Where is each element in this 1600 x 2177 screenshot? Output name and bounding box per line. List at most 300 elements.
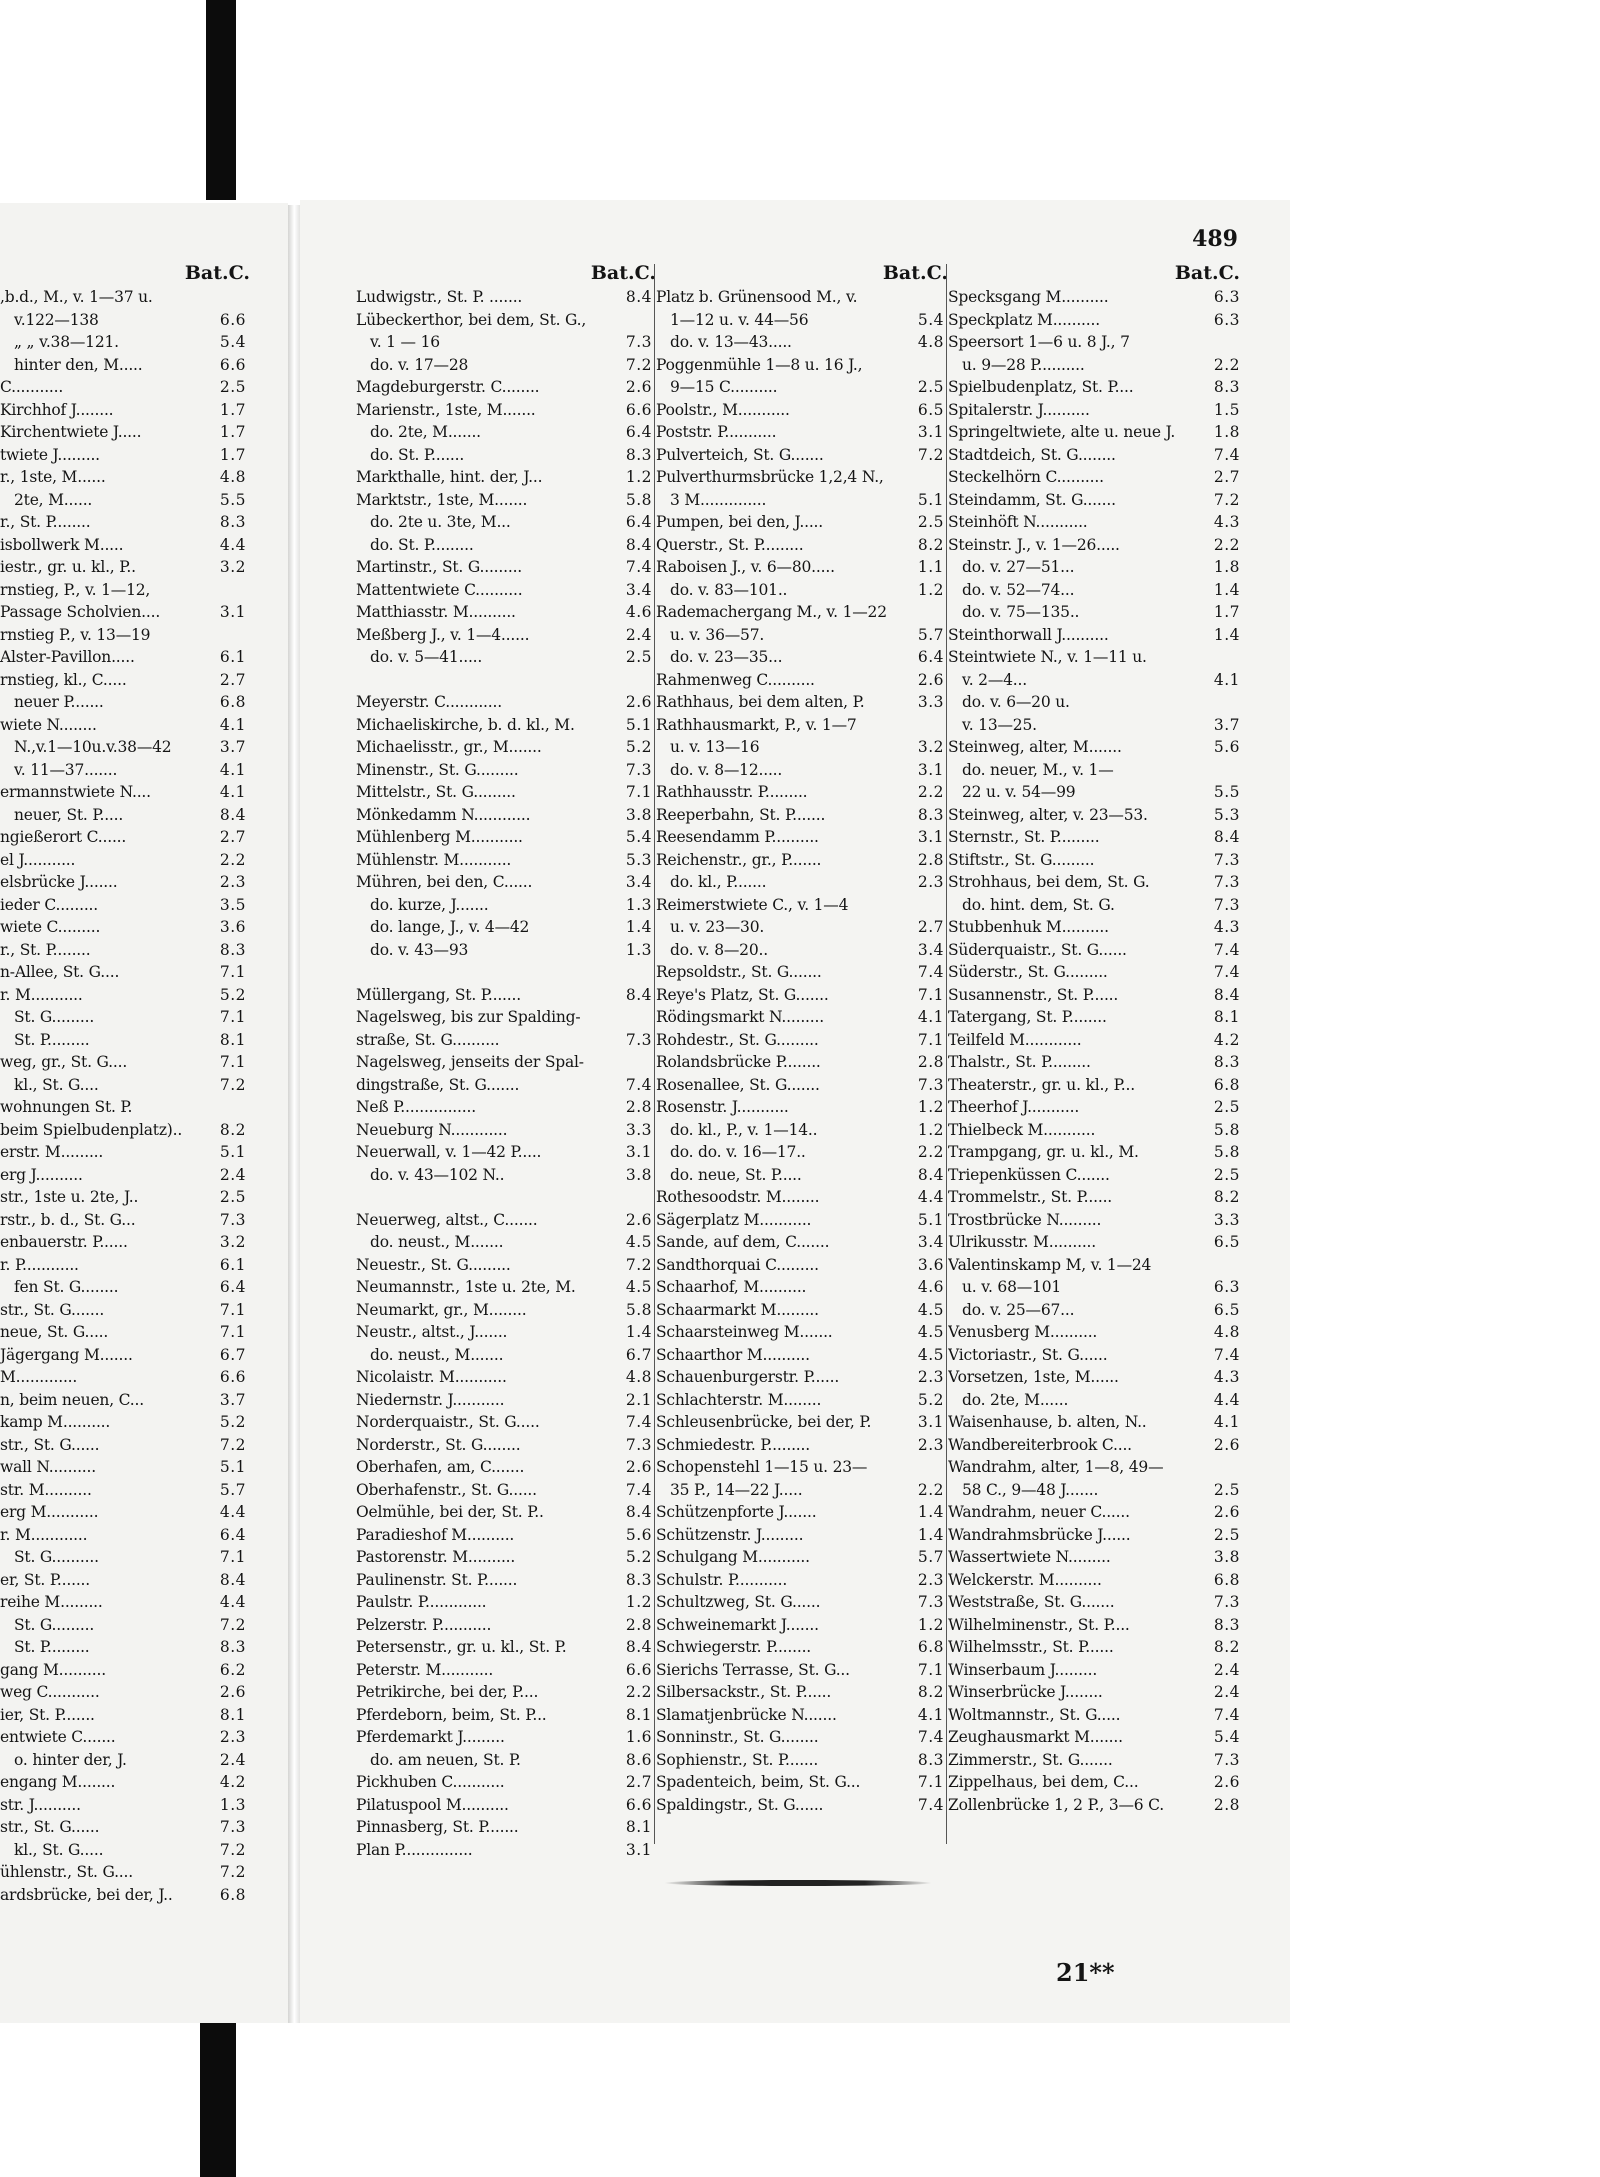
street-name: do. kl., P....... [670, 873, 767, 891]
battalion-value: 6.6 [625, 1660, 652, 1679]
street-entry [0, 691, 246, 714]
street-name: Rolandsbrücke P........ [656, 1053, 821, 1071]
street-entry [0, 1434, 246, 1457]
street-entry [656, 1681, 944, 1704]
street-entry [0, 331, 246, 354]
street-entry [356, 1771, 652, 1794]
battalion-value: 6.4 [917, 648, 944, 666]
street-name: Schmiedestr. P......... [656, 1435, 810, 1454]
street-entry [356, 376, 652, 399]
street-name: Reimerstwiete C., v. 1—4 [656, 895, 849, 914]
street-entry [356, 1794, 652, 1817]
battalion-value: 2.6 [625, 1458, 652, 1476]
street-entry [356, 444, 652, 467]
battalion-value: 7.4 [1213, 1705, 1240, 1724]
street-entry [656, 1321, 944, 1344]
street-name: Schaarmarkt M......... [656, 1300, 819, 1319]
battalion-value: 8.1 [1213, 1008, 1240, 1026]
street-entry [0, 1074, 246, 1097]
street-entry [948, 309, 1240, 332]
street-entry [948, 1344, 1240, 1367]
street-entry [0, 1141, 246, 1164]
battalion-value: 7.4 [917, 1728, 944, 1746]
street-entry [0, 1209, 246, 1232]
street-name: Poggenmühle 1—8 u. 16 J., [656, 355, 863, 374]
street-name: kl., St. G.... [14, 1075, 99, 1094]
street-entry [356, 489, 652, 512]
street-entry [0, 489, 246, 512]
battalion-value: 4.1 [1213, 670, 1240, 689]
street-entry [948, 1051, 1240, 1074]
street-name: do. v. 5—41..... [370, 648, 483, 666]
street-name: beim Spielbudenplatz).. [0, 1120, 183, 1139]
battalion-value: 3.4 [917, 1233, 944, 1251]
street-entry [0, 1344, 246, 1367]
battalion-value: 7.3 [625, 333, 652, 351]
street-entry [656, 1186, 944, 1209]
battalion-value: 5.6 [625, 1525, 652, 1544]
street-entry [0, 1749, 246, 1772]
battalion-value: 1.1 [917, 558, 944, 576]
battalion-value: 2.5 [219, 1188, 246, 1206]
street-name: Peterstr. M........... [356, 1660, 494, 1679]
battalion-value: 5.1 [917, 1210, 944, 1229]
street-name: Meßberg J., v. 1—4...... [356, 625, 530, 644]
street-name: el J........... [0, 850, 76, 869]
battalion-value: 1.3 [219, 1795, 246, 1814]
battalion-value: 3.8 [625, 1165, 652, 1184]
battalion-value: 3.7 [219, 738, 246, 756]
battalion-value: 4.1 [219, 783, 246, 801]
street-name: Schaarthor M.......... [656, 1345, 810, 1364]
street-entry [0, 1569, 246, 1592]
street-name: Michaelisstr., gr., M....... [356, 738, 542, 756]
street-name: r. M........... [0, 985, 83, 1004]
battalion-value: 1.2 [625, 468, 652, 486]
battalion-value: 5.1 [625, 715, 652, 734]
street-name: N.,v.1—10u.v.38—42 [14, 738, 172, 756]
street-name: do. v. 6—20 u. [962, 693, 1070, 711]
battalion-value: 3.3 [625, 1120, 652, 1139]
street-name: Steinweg, alter, v. 23—53. [948, 805, 1148, 824]
street-entry [356, 1299, 652, 1322]
street-name: str., St. G....... [0, 1300, 105, 1319]
battalion-value: 5.3 [1213, 805, 1240, 824]
left-page-column [0, 286, 246, 1904]
street-entry [948, 624, 1240, 647]
street-name: Theerhof J........... [948, 1098, 1080, 1116]
street-entry [948, 1366, 1240, 1389]
street-entry [0, 376, 246, 399]
street-entry [948, 1569, 1240, 1592]
battalion-value: 4.5 [917, 1300, 944, 1319]
street-name: Poststr. P........... [656, 423, 777, 441]
street-entry [0, 1524, 246, 1547]
street-name: Ludwigstr., St. P. ....... [356, 288, 523, 306]
street-name: u. v. 13—16 [670, 738, 760, 756]
street-entry [356, 1344, 652, 1367]
battalion-value: 7.4 [625, 558, 652, 576]
battalion-value: 2.6 [1213, 1435, 1240, 1454]
street-name: weg, gr., St. G.... [0, 1053, 128, 1071]
battalion-value: 1.4 [625, 918, 652, 936]
battalion-value: 7.2 [625, 1255, 652, 1274]
street-name: u. v. 23—30. [670, 918, 765, 936]
street-name: Susannenstr., St. P...... [948, 985, 1119, 1004]
street-name: Rahmenweg C.......... [656, 670, 815, 689]
street-name: Nicolaistr. M........... [356, 1368, 507, 1386]
street-name: Wilhelmsstr., St. P...... [948, 1638, 1114, 1656]
battalion-value: 2.5 [917, 378, 944, 396]
battalion-value: 2.5 [1213, 1098, 1240, 1116]
street-name: dingstraße, St. G....... [356, 1075, 520, 1094]
street-name: kl., St. G..... [14, 1840, 104, 1859]
battalion-value: 1.2 [917, 580, 944, 599]
street-name: Rosenallee, St. G....... [656, 1075, 820, 1094]
street-name: Strohhaus, bei dem, St. G. [948, 873, 1150, 891]
street-name: Steinhöft N........... [948, 513, 1088, 531]
battalion-value: 8.2 [1213, 1638, 1240, 1656]
street-entry [356, 894, 652, 917]
battalion-value: 8.1 [219, 1705, 246, 1724]
street-entry [656, 1546, 944, 1569]
street-name: Mühlenberg M........... [356, 828, 523, 846]
street-name: v. 2—4... [962, 670, 1027, 689]
column-header-2: Bat.C. [882, 262, 948, 284]
battalion-value: 4.4 [219, 535, 246, 554]
street-entry [0, 714, 246, 737]
battalion-value: 7.4 [625, 1413, 652, 1431]
street-name: rnstieg, P., v. 1—12, [0, 580, 151, 599]
street-name: do. St. P....... [370, 445, 465, 464]
street-entry [0, 1029, 246, 1052]
street-name: St. P......... [14, 1638, 90, 1656]
battalion-value: 4.3 [1213, 513, 1240, 531]
street-entry [656, 511, 944, 534]
street-name: Welckerstr. M.......... [948, 1570, 1102, 1589]
street-name: Paulstr. P............. [356, 1593, 487, 1611]
street-name: Wilhelminenstr., St. P.... [948, 1615, 1130, 1634]
battalion-value: 7.1 [219, 1008, 246, 1026]
battalion-value: 6.8 [1213, 1570, 1240, 1589]
battalion-value: 2.6 [625, 378, 652, 396]
street-name: Victoriastr., St. G...... [948, 1345, 1108, 1364]
street-name: Michaeliskirche, b. d. kl., M. [356, 715, 575, 734]
street-entry [0, 579, 246, 602]
street-name: Stiftstr., St. G......... [948, 850, 1095, 869]
street-name: Kirchhof J........ [0, 400, 114, 419]
street-entry [948, 1006, 1240, 1029]
street-name: Lübeckerthor, bei dem, St. G., [356, 310, 587, 329]
battalion-value: 2.6 [219, 1683, 246, 1701]
street-name: Magdeburgerstr. C........ [356, 378, 540, 396]
battalion-value: 6.6 [625, 1795, 652, 1814]
battalion-value: 6.5 [1213, 1233, 1240, 1251]
street-entry [0, 1501, 246, 1524]
street-entry [356, 1096, 652, 1119]
street-entry [656, 759, 944, 782]
battalion-value: 5.2 [625, 738, 652, 756]
street-name: Sternstr., St. P......... [948, 828, 1100, 846]
street-name: Zeughausmarkt M....... [948, 1728, 1123, 1746]
battalion-value: 3.1 [917, 760, 944, 779]
street-entry [948, 1726, 1240, 1749]
street-entry [0, 646, 246, 669]
street-entry [948, 1704, 1240, 1727]
street-name: do. am neuen, St. P. [370, 1750, 521, 1769]
street-entry [0, 1794, 246, 1817]
battalion-value: 7.3 [1213, 1593, 1240, 1611]
street-entry [0, 421, 246, 444]
battalion-value: 5.1 [219, 1458, 246, 1476]
street-entry [356, 1366, 652, 1389]
street-entry [948, 1096, 1240, 1119]
battalion-value: 2.3 [219, 1728, 246, 1746]
street-name: Thalstr., St. P......... [948, 1053, 1091, 1071]
battalion-value: 3.2 [219, 558, 246, 576]
street-name: Reichenstr., gr., P....... [656, 850, 822, 869]
street-entry [0, 1816, 246, 1839]
battalion-value: 7.4 [917, 1795, 944, 1814]
battalion-value: 5.8 [625, 1300, 652, 1319]
battalion-value: 8.4 [1213, 985, 1240, 1004]
battalion-value: 7.3 [917, 1593, 944, 1611]
battalion-value: 7.4 [1213, 445, 1240, 464]
battalion-value: 4.4 [219, 1503, 246, 1521]
battalion-value: 4.4 [917, 1188, 944, 1206]
street-name: do. neue, St. P..... [670, 1165, 802, 1184]
street-entry [0, 1659, 246, 1682]
street-entry [948, 849, 1240, 872]
battalion-value: 6.7 [625, 1345, 652, 1364]
street-name: ,b.d., M., v. 1—37 u. [0, 288, 153, 306]
street-entry [948, 894, 1240, 917]
street-entry [656, 601, 944, 624]
street-name: do. v. 25—67... [962, 1300, 1075, 1319]
battalion-value: 5.4 [625, 828, 652, 846]
street-name: Schopenstehl 1—15 u. 23— [656, 1458, 868, 1476]
street-name: ngießerort C...... [0, 828, 127, 846]
battalion-value: 5.2 [625, 1548, 652, 1566]
street-name: Pickhuben C........... [356, 1773, 505, 1791]
battalion-value: 6.8 [219, 693, 246, 711]
street-name: Venusberg M.......... [948, 1323, 1098, 1341]
battalion-value: 2.5 [219, 378, 246, 396]
street-entry [948, 871, 1240, 894]
street-entry [948, 1501, 1240, 1524]
street-entry [356, 646, 652, 669]
street-entry [0, 871, 246, 894]
street-name: do. v. 17—28 [370, 355, 469, 374]
street-name: Vorsetzen, 1ste, M...... [948, 1368, 1119, 1386]
battalion-value: 6.2 [219, 1660, 246, 1679]
street-entry [0, 1704, 246, 1727]
battalion-value: 8.3 [1213, 1615, 1240, 1634]
street-entry [948, 1614, 1240, 1637]
street-name: Sierichs Terrasse, St. G... [656, 1660, 850, 1679]
street-name: do. kl., P., v. 1—14.. [670, 1120, 818, 1139]
street-entry [656, 466, 944, 489]
battalion-value: 4.6 [917, 1278, 944, 1296]
street-entry [356, 1659, 652, 1682]
street-name: Süderquaistr., St. G...... [948, 940, 1127, 959]
street-name: Platz b. Grünensood M., v. [656, 288, 858, 306]
battalion-value: 3.2 [219, 1233, 246, 1251]
page-number: 489 [1192, 226, 1238, 252]
battalion-value: 4.5 [625, 1233, 652, 1251]
street-name: Schultzweg, St. G...... [656, 1593, 821, 1611]
street-name: str., St. G...... [0, 1818, 100, 1836]
battalion-value: 8.3 [917, 805, 944, 824]
battalion-value: 4.1 [219, 760, 246, 779]
street-name: Schwiegerstr. P........ [656, 1638, 812, 1656]
street-entry [656, 1366, 944, 1389]
street-name: Sonninstr., St. G........ [656, 1728, 819, 1746]
film-edge-bottom [200, 2023, 236, 2177]
battalion-value: 3.3 [917, 693, 944, 711]
battalion-value: 2.3 [917, 873, 944, 891]
street-name: rstr., b. d., St. G... [0, 1210, 136, 1229]
street-entry [656, 1119, 944, 1142]
street-column-1 [356, 286, 652, 1859]
battalion-value: 8.4 [1213, 828, 1240, 846]
battalion-value: 7.1 [219, 1053, 246, 1071]
street-name: Waisenhause, b. alten, N.. [948, 1413, 1147, 1431]
battalion-value: 5.2 [219, 1413, 246, 1431]
battalion-value: 1.2 [917, 1098, 944, 1116]
street-entry [948, 466, 1240, 489]
battalion-value: 7.1 [219, 963, 246, 981]
battalion-value: 3.1 [917, 1413, 944, 1431]
street-name: Pilatuspool M.......... [356, 1795, 509, 1814]
street-name: reihe M......... [0, 1593, 103, 1611]
column-header-3: Bat.C. [1174, 262, 1240, 284]
street-entry [948, 1591, 1240, 1614]
battalion-value: 2.7 [219, 828, 246, 846]
street-name: do. v. 43—93 [370, 940, 469, 959]
battalion-value: 1.2 [917, 1615, 944, 1634]
street-name: Oelmühle, bei der, St. P.. [356, 1503, 544, 1521]
street-name: Rathhausmarkt, P., v. 1—7 [656, 715, 857, 734]
street-entry [0, 1681, 246, 1704]
street-name: erstr. M......... [0, 1143, 104, 1161]
street-entry [0, 444, 246, 467]
street-name: Springeltwiete, alte u. neue J. [948, 423, 1176, 441]
street-name: Repsoldstr., St. G....... [656, 963, 822, 981]
street-name: Pferdemarkt J......... [356, 1728, 505, 1746]
battalion-value: 7.3 [1213, 895, 1240, 914]
street-name: Passage Scholvien.... [0, 603, 161, 621]
street-name: 2te, M...... [14, 490, 93, 509]
street-name: Meyerstr. C............ [356, 693, 502, 711]
street-name: do. neuer, M., v. 1— [962, 760, 1114, 779]
battalion-value: 2.4 [219, 1750, 246, 1769]
street-entry [0, 1164, 246, 1187]
street-name: Sandthorquai C......... [656, 1255, 819, 1274]
battalion-value: 6.6 [219, 355, 246, 374]
street-entry [948, 1141, 1240, 1164]
street-name: wohnungen St. P. [0, 1098, 133, 1116]
battalion-value: 7.2 [219, 1075, 246, 1094]
battalion-value: 5.2 [219, 985, 246, 1004]
street-name: Pulverteich, St. G....... [656, 445, 824, 464]
street-entry [356, 916, 652, 939]
battalion-value: 5.6 [1213, 738, 1240, 756]
street-name: Triepenküssen C....... [948, 1165, 1110, 1184]
street-name: Spielbudenplatz, St. P.... [948, 378, 1134, 396]
street-entry [0, 1321, 246, 1344]
street-name: entwiete C....... [0, 1728, 116, 1746]
battalion-value: 4.1 [917, 1008, 944, 1026]
street-name: Neuerweg, altst., C....... [356, 1210, 538, 1229]
battalion-value: 2.8 [625, 1615, 652, 1634]
street-entry [948, 646, 1240, 669]
street-name: Oberhafenstr., St. G...... [356, 1480, 537, 1499]
street-entry [0, 1254, 246, 1277]
street-entry [356, 511, 652, 534]
street-name: Pelzerstr. P........... [356, 1615, 492, 1634]
battalion-value: 2.8 [1213, 1795, 1240, 1814]
street-entry [356, 466, 652, 489]
street-entry [356, 736, 652, 759]
street-name: do. 2te u. 3te, M... [370, 513, 511, 531]
street-name: neuer, St. P..... [14, 805, 124, 824]
street-entry [356, 1186, 652, 1209]
street-name: Spitalerstr. J.......... [948, 400, 1090, 419]
street-entry [356, 1051, 652, 1074]
street-name: isbollwerk M..... [0, 535, 124, 554]
street-entry [356, 1006, 652, 1029]
street-name: Schaarsteinweg M....... [656, 1323, 833, 1341]
street-entry [656, 916, 944, 939]
battalion-value: 7.3 [219, 1818, 246, 1836]
street-name: do. neust., M....... [370, 1345, 504, 1364]
street-entry [356, 826, 652, 849]
battalion-value: 2.8 [917, 1053, 944, 1071]
battalion-value: 7.1 [625, 783, 652, 801]
battalion-value: 7.1 [219, 1300, 246, 1319]
street-entry [656, 1389, 944, 1412]
street-entry [356, 309, 652, 332]
street-name: Niedernstr. J........... [356, 1390, 505, 1409]
battalion-value: 6.6 [219, 1368, 246, 1386]
battalion-value: 2.2 [625, 1683, 652, 1701]
street-name: ermannstwiete N.... [0, 783, 151, 801]
battalion-value: 5.5 [219, 490, 246, 509]
street-name: Oberhafen, am, C....... [356, 1458, 525, 1476]
street-entry [356, 1569, 652, 1592]
battalion-value: 4.3 [1213, 1368, 1240, 1386]
street-entry [0, 1366, 246, 1389]
street-name: Rathhausstr. P......... [656, 783, 808, 801]
street-entry [0, 759, 246, 782]
street-entry [0, 826, 246, 849]
street-name: neuer P....... [14, 693, 104, 711]
street-entry [0, 961, 246, 984]
battalion-value: 3.3 [1213, 1210, 1240, 1229]
battalion-value: 7.2 [219, 1840, 246, 1859]
battalion-value: 4.1 [917, 1705, 944, 1724]
street-entry [656, 939, 944, 962]
battalion-value: 5.8 [625, 490, 652, 509]
street-entry [356, 1816, 652, 1839]
street-entry [948, 1546, 1240, 1569]
battalion-value: 1.4 [1213, 625, 1240, 644]
battalion-value: 8.1 [625, 1818, 652, 1836]
street-name: Steinweg, alter, M....... [948, 738, 1122, 756]
street-entry [656, 1726, 944, 1749]
street-name: do. do. v. 16—17.. [670, 1143, 806, 1161]
